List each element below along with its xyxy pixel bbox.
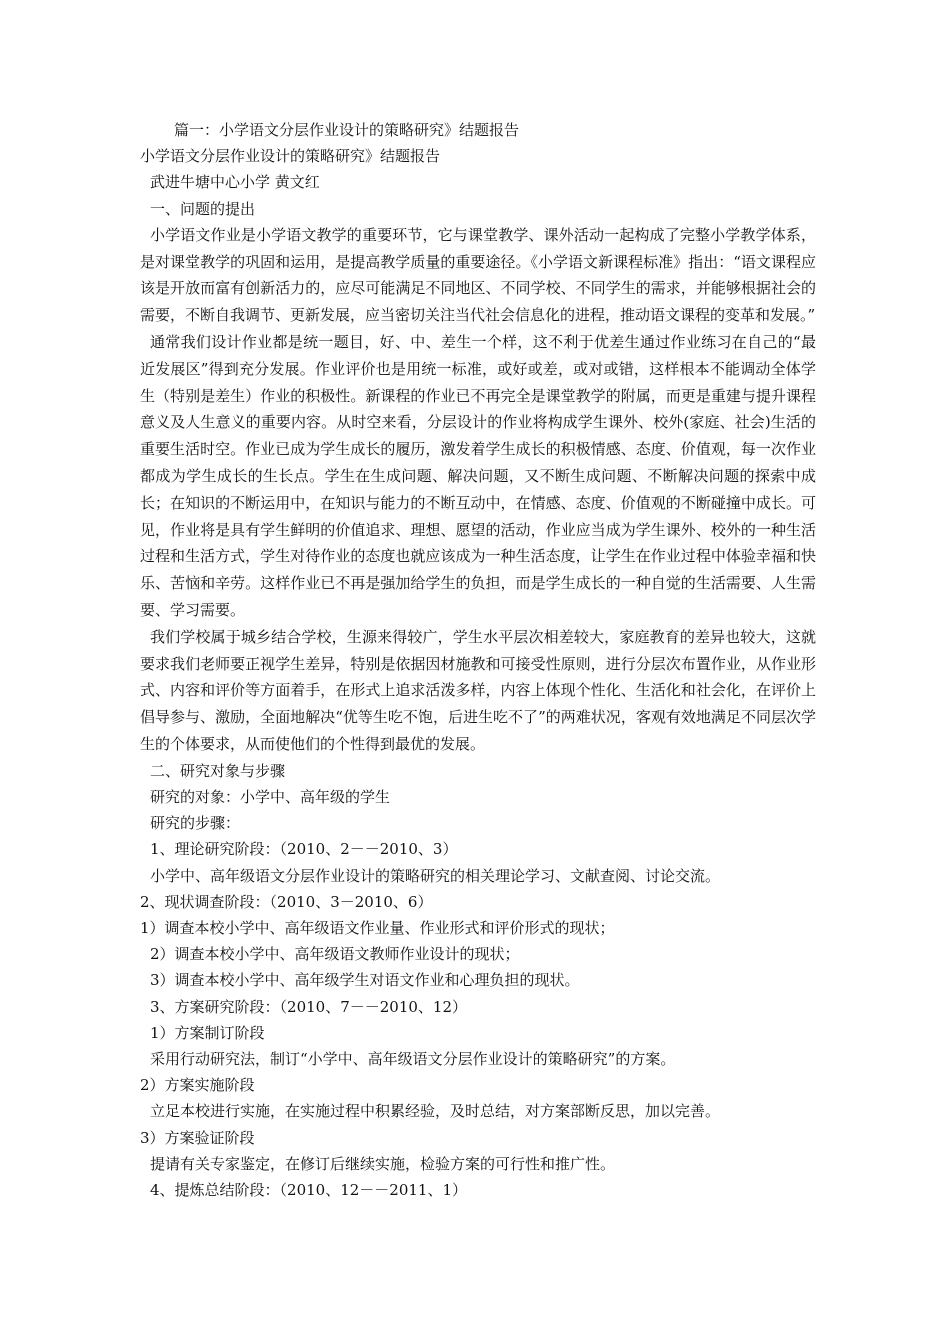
author-line: 武进牛塘中心小学 黄文红 <box>150 173 320 192</box>
step-2-c: 3）调查本校小学中、高年级学生对语文作业和心理负担的现状。 <box>150 971 580 990</box>
document-heading: 篇一：小学语文分层作业设计的策略研究》结题报告 <box>174 121 520 139</box>
research-object: 研究的对象：小学中、高年级的学生 <box>150 787 391 806</box>
step-3-b: 2）方案实施阶段 <box>140 1076 255 1095</box>
step-3-a: 1）方案制订阶段 <box>150 1023 265 1042</box>
paragraph-3: 我们学校属于城乡结合学校，生源来得较广，学生水平层次相差较大，家庭教育的差异也较大，这就要求我们老师要正视学生差异，特别是依据因材施教和可接受性原则，进行分层次布置作业，从作业形式、内容和评价等方面着手，在形式上追求活泼多样，内容上体现个性化、生活化和社会化，在评价上倡导参与、激励，全面地解决“优等生吃不饱，后进生吃不了”的两难状况，客观有效地满足不同层次学生的个体要求，从而使他们的个性得到最优的发展。 <box>140 627 816 753</box>
step-1: 1、理论研究阶段：（2010、2－－2010、3） <box>150 840 458 859</box>
document-body <box>140 117 816 1203</box>
step-3: 3、方案研究阶段：（2010、7－－2010、12） <box>150 997 468 1016</box>
step-3-c-desc: 提请有关专家鉴定，在修订后继续实施，检验方案的可行性和推广性。 <box>150 1154 616 1173</box>
report-title: 小学语文分层作业设计的策略研究》结题报告 <box>140 147 441 166</box>
step-1-desc: 小学中、高年级语文分层作业设计的策略研究的相关理论学习、文献查阅、讨论交流。 <box>150 866 721 885</box>
step-3-b-desc: 立足本校进行实施，在实施过程中积累经验，及时总结，对方案部断反思，加以完善。 <box>150 1102 721 1121</box>
section-heading-1: 一、问题的提出 <box>150 199 256 218</box>
research-steps: 研究的步骤： <box>150 814 241 833</box>
paragraph-1: 小学语文作业是小学语文教学的重要环节，它与课堂教学、课外活动一起构成了完整小学教学体系，是对课堂教学的巩固和运用，是提高教学质量的重要途径。《小学语文新课程标准》指出：“语文课程应该是开放而富有创新活力的，应尽可能满足不同地区、不同学校、不同学生的需求，并能够根据社会的需要，不断自我调节、更新发展，应当密切关注当代社会信息化的进程，推动语文课程的变革和发展。” <box>140 225 816 325</box>
section-heading-2: 二、研究对象与步骤 <box>150 761 286 780</box>
step-3-c: 3）方案验证阶段 <box>140 1128 255 1147</box>
step-3-a-desc: 采用行动研究法，制订“小学中、高年级语文分层作业设计的策略研究”的方案。 <box>150 1049 676 1068</box>
paragraph-2: 通常我们设计作业都是统一题目，好、中、差生一个样，这不利于优差生通过作业练习在自己的“最近发展区”得到充分发展。作业评价也是用统一标准，或好或差，或对或错，这样根本不能调动全体学生（特别是差生）作业的积极性。新课程的作业已不再完全是课堂教学的附属，而更是重建与提升课程意义及人生意义的重要内容。从时空来看，分层设计的作业将构成学生课外、校外(家庭、社会)生活的重要生活时空。作业已成为学生成长的履历，激发着学生成长的积极情感、态度、价值观，每一次作业都成为学生成长的生长点。学生在生成问题、解决问题，又不断生成问题、不断解决问题的探索中成长；在知识的不断运用中，在知识与能力的不断互动中，在情感、态度、价值观的不断碰撞中成长。可见，作业将是具有学生鲜明的价值追求、理想、愿望的活动，作业应当成为学生课外、校外的一种生活过程和生活方式，学生对待作业的态度也就应该成为一种生活态度，让学生在作业过程中体验幸福和快乐、苦恼和辛劳。这样作业已不再是强加给学生的负担，而是学生成长的一种自觉的生活需要、人生需要、学习需要。 <box>140 333 816 619</box>
step-2-b: 2）调查本校小学中、高年级语文教师作业设计的现状； <box>150 945 520 964</box>
step-2: 2、现状调查阶段：（2010、3－2010、6） <box>140 892 433 911</box>
step-2-a: 1）调查本校小学中、高年级语文作业量、作业形式和评价形式的现状； <box>140 918 615 937</box>
step-4: 4、提炼总结阶段：（2010、12－－2011、1） <box>150 1181 468 1199</box>
